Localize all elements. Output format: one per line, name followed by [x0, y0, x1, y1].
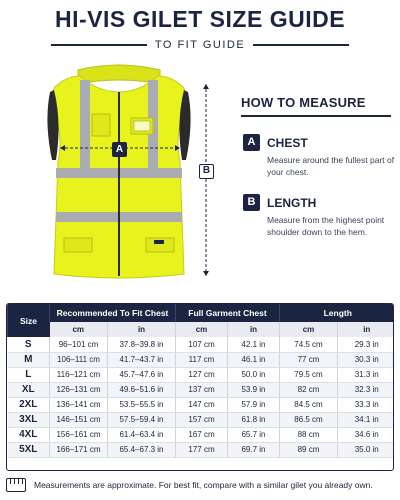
unit-header: in: [228, 322, 280, 337]
subtitle-rule-left: [51, 44, 147, 46]
unit-header: in: [338, 322, 395, 337]
length-letter-box: B: [243, 194, 260, 211]
size-cell: 3XL: [8, 412, 50, 427]
length-in-cell: 35.0 in: [338, 442, 395, 457]
size-cell: 5XL: [8, 442, 50, 457]
length-in-cell: 33.3 in: [338, 397, 395, 412]
chest-in-cell: 61.8 in: [228, 412, 280, 427]
subtitle-rule-right: [253, 44, 349, 46]
gilet-illustration: [14, 62, 224, 292]
chest-in-cell: 69.7 in: [228, 442, 280, 457]
table-row: [8, 352, 395, 367]
chest-in-cell: 65.7 in: [228, 427, 280, 442]
garment-chest-header: Full Garment Chest: [176, 304, 280, 322]
subtitle-row: [0, 37, 400, 53]
how-to-measure-rule: [241, 115, 391, 117]
length-in-cell: 34.6 in: [338, 427, 395, 442]
footer-note: [6, 476, 394, 494]
length-in-cell: 31.3 in: [338, 367, 395, 382]
length-cm-cell: 86.5 cm: [280, 412, 338, 427]
unit-header: cm: [280, 322, 338, 337]
chest-cm-cell: 127 cm: [176, 367, 228, 382]
unit-header: in: [108, 322, 176, 337]
chest-in-cell: 57.9 in: [228, 397, 280, 412]
table-row: [8, 367, 395, 382]
size-cell: M: [8, 352, 50, 367]
table-row: [8, 442, 395, 457]
length-in-cell: 32.3 in: [338, 382, 395, 397]
chest-letter-box: A: [243, 134, 260, 151]
table-row: [8, 412, 395, 427]
table-row: [8, 397, 395, 412]
chest-in-cell: 46.1 in: [228, 352, 280, 367]
chest-in-cell: 42.1 in: [228, 337, 280, 352]
fit-in-cell: 37.8–39.8 in: [108, 337, 176, 352]
fit-cm-cell: 166–171 cm: [50, 442, 108, 457]
length-in-cell: 30.3 in: [338, 352, 395, 367]
length-cm-cell: 77 cm: [280, 352, 338, 367]
unit-header: cm: [176, 322, 228, 337]
chest-cm-cell: 157 cm: [176, 412, 228, 427]
table-group-header-row: [8, 304, 395, 322]
fit-in-cell: 41.7–43.7 in: [108, 352, 176, 367]
chest-cm-cell: 167 cm: [176, 427, 228, 442]
chest-cm-cell: 107 cm: [176, 337, 228, 352]
chest-marker-a: A: [112, 142, 127, 157]
fit-cm-cell: 136–141 cm: [50, 397, 108, 412]
length-cm-cell: 89 cm: [280, 442, 338, 457]
length-cm-cell: 74.5 cm: [280, 337, 338, 352]
size-cell: L: [8, 367, 50, 382]
fit-cm-cell: 106–111 cm: [50, 352, 108, 367]
size-cell: 4XL: [8, 427, 50, 442]
how-to-measure-title: HOW TO MEASURE: [241, 95, 366, 110]
size-cell: 2XL: [8, 397, 50, 412]
length-cm-cell: 88 cm: [280, 427, 338, 442]
fit-cm-cell: 116–121 cm: [50, 367, 108, 382]
fit-cm-cell: 156–161 cm: [50, 427, 108, 442]
length-label: LENGTH: [267, 196, 317, 210]
page-title: HI-VIS GILET SIZE GUIDE: [54, 6, 346, 32]
size-cell: XL: [8, 382, 50, 397]
chest-cm-cell: 117 cm: [176, 352, 228, 367]
length-in-cell: 29.3 in: [338, 337, 395, 352]
unit-header: cm: [50, 322, 108, 337]
table-row: [8, 382, 395, 397]
fit-in-cell: 65.4–67.3 in: [108, 442, 176, 457]
length-marker-b: B: [199, 164, 214, 179]
measuring-tape-icon: [6, 478, 26, 492]
chest-cm-cell: 177 cm: [176, 442, 228, 457]
chest-description: Measure around the fullest part of your chest.: [267, 155, 395, 177]
length-header: Length: [280, 304, 395, 322]
footer-text: Measurements are approximate. For best fit, compare with a similar gilet you already own.: [34, 480, 373, 490]
size-cell: S: [8, 337, 50, 352]
subtitle: TO FIT GUIDE: [154, 39, 246, 51]
chest-in-cell: 53.9 in: [228, 382, 280, 397]
length-in-cell: 34.1 in: [338, 412, 395, 427]
fit-cm-cell: 126–131 cm: [50, 382, 108, 397]
fit-cm-cell: 96–101 cm: [50, 337, 108, 352]
fit-in-cell: 57.5–59.4 in: [108, 412, 176, 427]
chest-in-cell: 50.0 in: [228, 367, 280, 382]
chest-cm-cell: 137 cm: [176, 382, 228, 397]
length-cm-cell: 84.5 cm: [280, 397, 338, 412]
fit-in-cell: 45.7–47.6 in: [108, 367, 176, 382]
fit-in-cell: 49.6–51.6 in: [108, 382, 176, 397]
length-cm-cell: 82 cm: [280, 382, 338, 397]
fit-cm-cell: 146–151 cm: [50, 412, 108, 427]
table-row: [8, 337, 395, 352]
table-row: [8, 427, 395, 442]
length-description: Measure from the highest point shoulder down to the hem.: [267, 215, 385, 237]
fit-chest-header: Recommended To Fit Chest: [50, 304, 176, 322]
chest-cm-cell: 147 cm: [176, 397, 228, 412]
fit-in-cell: 53.5–55.5 in: [108, 397, 176, 412]
chest-label: CHEST: [267, 136, 308, 150]
fit-in-cell: 61.4–63.4 in: [108, 427, 176, 442]
gilet-icon: [14, 62, 224, 292]
size-table: [6, 303, 394, 471]
table-unit-header-row: [8, 322, 395, 337]
size-header: Size: [8, 304, 50, 337]
length-cm-cell: 79.5 cm: [280, 367, 338, 382]
